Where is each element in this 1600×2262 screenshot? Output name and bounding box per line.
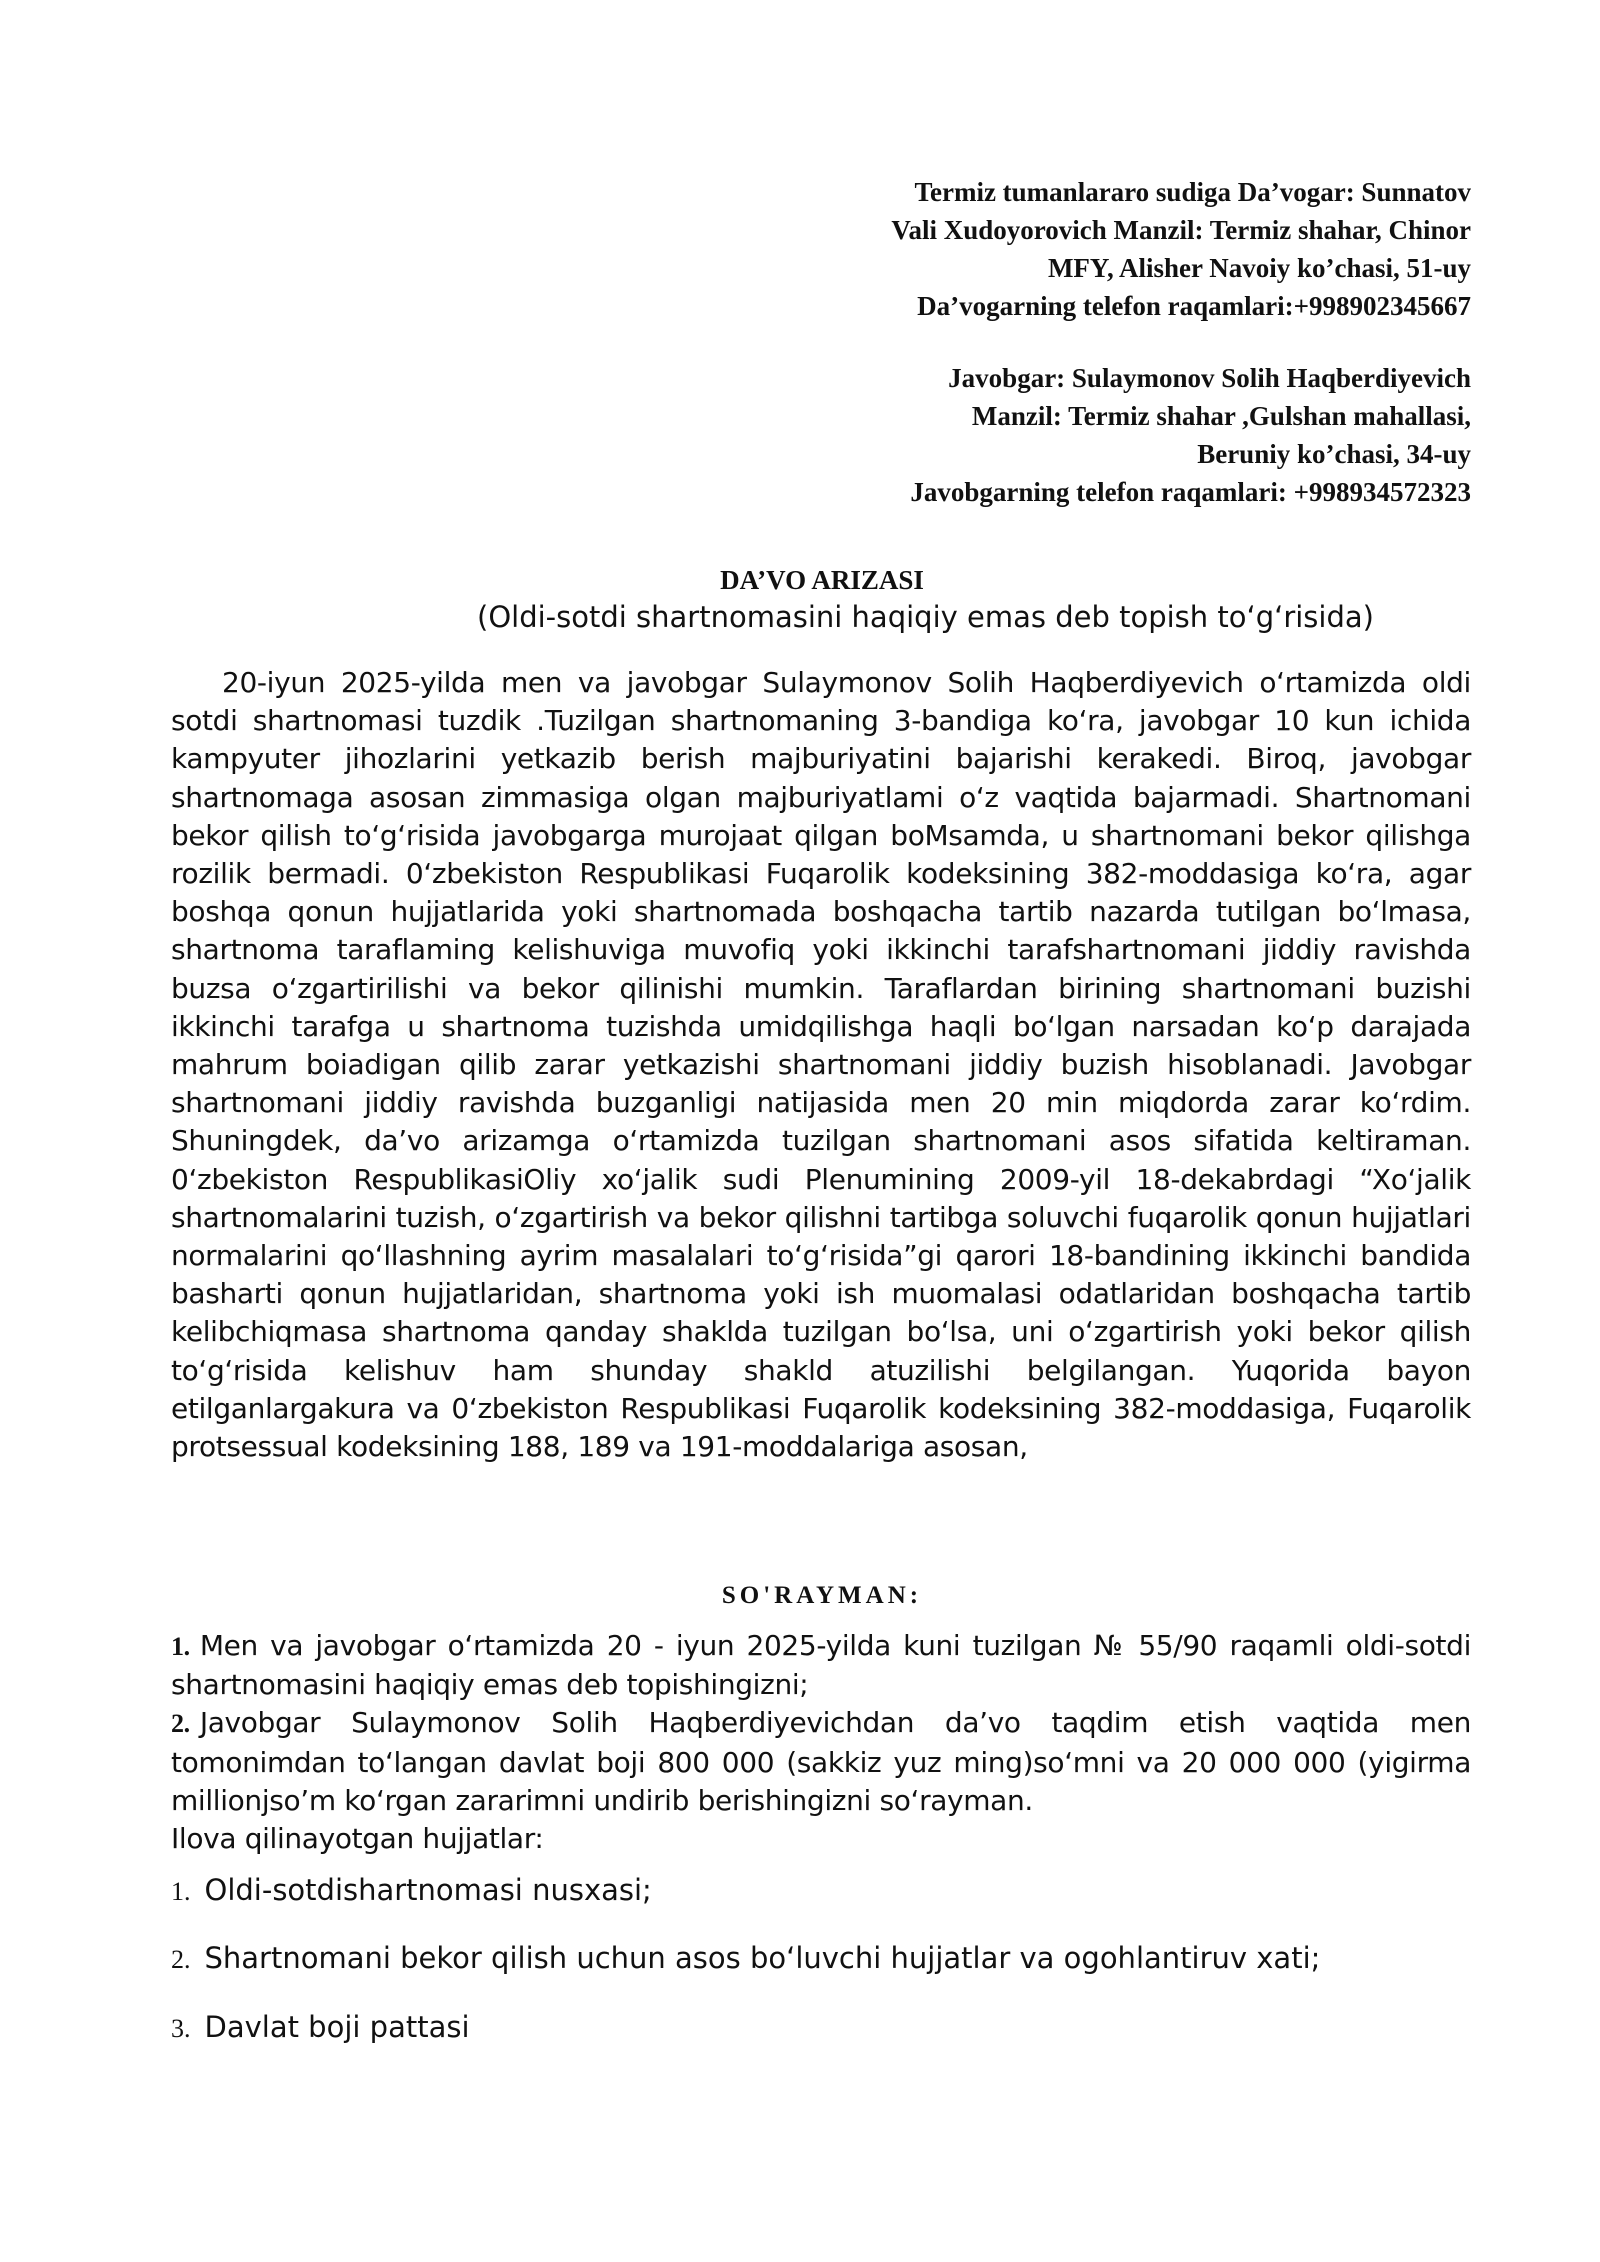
attachments-label: Ilova qilinayotgan hujjatlar: xyxy=(171,1822,544,1856)
attachment-text: Davlat boji pattasi xyxy=(204,2010,470,2044)
request-item xyxy=(171,1704,1471,1820)
header-line: MFY, Alisher Navoiy ko’chasi, 51-uy xyxy=(1047,253,1471,283)
requests-list xyxy=(171,1627,1471,1858)
header-gap xyxy=(771,325,1471,359)
document-title: DA’VO ARIZASI xyxy=(720,565,924,595)
attachment-text: Oldi-sotdishartnomasi nusxasi; xyxy=(204,1873,652,1907)
request-number: 1. xyxy=(171,1632,190,1661)
defendant-line: Manzil: Termiz shahar ,Gulshan mahallasi, xyxy=(971,401,1471,431)
attachment-item xyxy=(171,1938,1320,1980)
request-heading: SO'RAYMAN: xyxy=(721,1582,923,1609)
header-block xyxy=(771,173,1471,511)
request-number: 2. xyxy=(171,1709,190,1739)
plaintiff-phone: Da’vogarning telefon raqamlari:+998902345667 xyxy=(917,291,1471,321)
defendant-phone: Javobgarning telefon raqamlari: +998934572323 xyxy=(910,477,1471,507)
header-line: Termiz tumanlararo sudiga Da’vogar: Sunnatov xyxy=(914,177,1471,207)
defendant-line: Javobgar: Sulaymonov Solih Haqberdiyevich xyxy=(948,363,1471,393)
attachment-number: 3. xyxy=(171,2014,191,2043)
document-subtitle: (Oldi-sotdi shartnomasini haqiqiy emas deb topish to‘g‘risida) xyxy=(477,600,1374,634)
attachment-item xyxy=(171,2007,470,2049)
header-line: Vali Xudoyorovich Manzil: Termiz shahar, Chinor xyxy=(891,215,1471,245)
attachment-item xyxy=(171,1870,652,1912)
attachment-number: 2. xyxy=(171,1945,191,1974)
request-item xyxy=(171,1627,1471,1704)
claim-body-paragraph: 20-iyun 2025-yilda men va javobgar Sulaymonov Solih Haqberdiyevich o‘rtamizda oldi sotdi shartnomasi tuzdik .Tuzilgan shartnomaning 3-bandiga ko‘ra, javobgar 10 kun ichida kampyuter jihozlarini yetkazib berish majburiyatini bajarishi kerakedi. Biroq, javobgar shartnomaga asosan zimmasiga olgan majburiyatlami o‘z vaqtida bajarmadi. Shartnomani bekor qilish to‘g‘risida javobgarga murojaat qilgan boMsamda, u shartnomani bekor qilishga rozilik bermadi. 0‘zbekiston Respublikasi Fuqarolik kodeksining 382-moddasiga ko‘ra, agar boshqa qonun hujjatlarida yoki shartnomada boshqacha tartib nazarda tutilgan bo‘lmasa, shartnoma taraflaming kelishuviga muvofiq yoki ikkinchi tarafshartnomani jiddiy ravishda buzsa o‘zgartirilishi va bekor qilinishi mumkin. Taraflardan birining shartnomani buzishi ikkinchi tarafga u shartnoma tuzishda umidqilishga haqli bo‘lgan narsadan ko‘p darajada mahrum boiadigan qilib zarar yetkazishi shartnomani jiddiy buzish hisoblanadi. Javobgar shartnomani jiddiy ravishda buzganligi natijasida men 20 min miqdorda zarar ko‘rdim. Shuningdek, da’vo arizamga o‘rtamizda tuzilgan shartnomani asos sifatida keltiraman. 0‘zbekiston RespublikasiOliy xo‘jalik sudi Plenumining 2009-yil 18-dekabrdagi “Xo‘jalik shartnomalarini tuzish, o‘zgartirish va bekor qilishni tartibga soluvchi fuqarolik qonun hujjatlari normalarini qo‘llashning ayrim masalalari to‘g‘risida”gi qarori 18-bandining ikkinchi bandida basharti qonun hujjatlaridan, shartnoma yoki ish muomalasi odatlaridan boshqacha tartib kelibchiqmasa shartnoma qanday shaklda tuzilgan bo‘lsa, uni o‘zgartirish yoki bekor qilish to‘g‘risida kelishuv ham shunday shakld atuzilishi belgilangan. Yuqorida bayon etilganlargakura va 0‘zbekiston Respublikasi Fuqarolik kodeksining 382-moddasiga, Fuqarolik protsessual kodeksining 188, 189 va 191-moddalariga asosan, xyxy=(171,666,1471,1464)
attachment-text: Shartnomani bekor qilish uchun asos bo‘luvchi hujjatlar va ogohlantiruv xati; xyxy=(204,1941,1321,1975)
request-text: Men va javobgar o‘rtamizda 20 - iyun 2025-yilda kuni tuzilgan № 55/90 raqamli oldi-sotdi shartnomasini haqiqiy emas deb topishingizni; xyxy=(171,1629,1471,1702)
defendant-line: Beruniy ko’chasi, 34-uy xyxy=(1197,439,1471,469)
request-text: Javobgar Sulaymonov Solih Haqberdiyevichdan da’vo taqdim etish vaqtida men tomonimdan to‘langan davlat boji 800 000 (sakkiz yuz ming)so‘mni va 20 000 000 (yigirma millionjso’m ko‘rgan zararimni undirib berishingizni so‘rayman. xyxy=(171,1706,1471,1817)
attachment-number: 1. xyxy=(171,1877,191,1906)
